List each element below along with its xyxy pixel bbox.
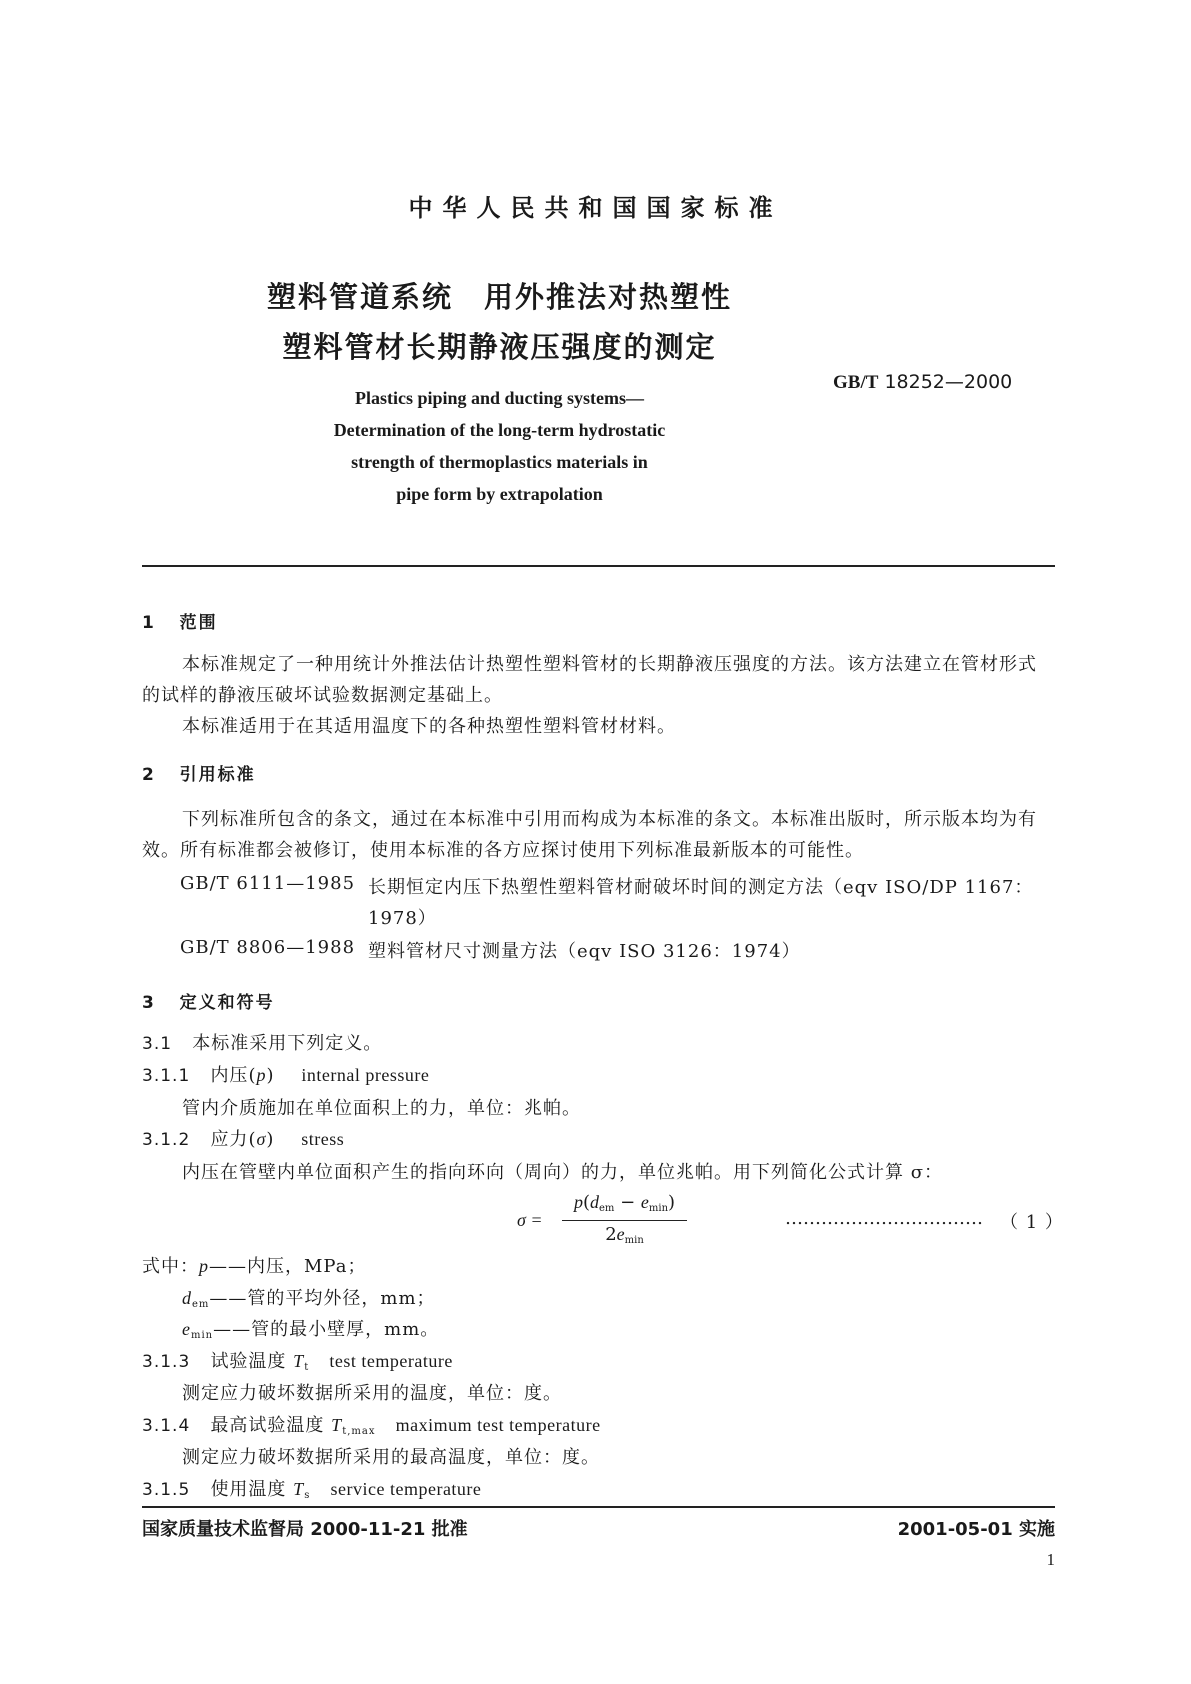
term-en: maximum test temperature xyxy=(395,1415,601,1435)
term-en: stress xyxy=(301,1129,345,1149)
clause-3-1 xyxy=(142,1029,382,1055)
section-1-paragraph-1: 本标准规定了一种用统计外推法估计热塑性塑料管材的长期静液压强度的方法。该方法建立在管材形式的试样的静液压破坏试验数据测定基础上。 xyxy=(142,654,1037,706)
formula-two: 2 xyxy=(605,1224,617,1245)
section-number: 1 xyxy=(142,613,156,633)
clause-number: 3.1.5 xyxy=(142,1480,191,1500)
where-symbol: e xyxy=(182,1319,191,1339)
reference-desc: 长期恒定内压下热塑性塑料管材耐破坏时间的测定方法（eqv ISO/DP 1167： xyxy=(368,877,1034,898)
clause-number: 3.1.4 xyxy=(142,1416,191,1436)
code-prefix: GB/T xyxy=(833,372,879,393)
formula-den-e: e xyxy=(616,1224,625,1244)
term-cn: 使用温度 xyxy=(210,1479,287,1500)
formula-e: e xyxy=(640,1192,649,1212)
where-item-p xyxy=(142,1252,366,1278)
fraction-bar xyxy=(562,1220,687,1221)
formula-leader-dots: …………………………… xyxy=(785,1208,983,1229)
where-symbol: d xyxy=(182,1288,192,1308)
where-item-dem xyxy=(182,1284,436,1310)
title-line-1: 塑料管道系统 用外推法对热塑性 xyxy=(266,280,732,314)
formula-lhs: σ = xyxy=(517,1210,543,1230)
clause-3-1-4 xyxy=(142,1411,601,1437)
section-title: 定义和符号 xyxy=(179,993,275,1013)
section-3-heading xyxy=(142,988,275,1013)
formula-d-sub: em xyxy=(598,1203,615,1214)
clause-3-1-4-desc: 测定应力破坏数据所采用的最高温度，单位：度。 xyxy=(182,1447,600,1468)
term-cn: 试验温度 xyxy=(210,1351,287,1372)
where-symbol: p xyxy=(199,1256,209,1276)
formula-denominator xyxy=(562,1224,687,1246)
clause-number: 3.1 xyxy=(142,1034,173,1054)
where-desc: ——管的平均外径，mm； xyxy=(209,1288,436,1309)
equation-number: （ 1 ） xyxy=(1000,1212,1064,1233)
where-sub: min xyxy=(191,1330,214,1341)
term-symbol: p xyxy=(256,1065,267,1085)
english-title-4: pipe form by extrapolation xyxy=(396,484,603,504)
term-cn: 内压 xyxy=(210,1065,249,1086)
term-en: internal pressure xyxy=(301,1065,430,1085)
where-item-emin xyxy=(182,1315,439,1341)
approval-date: 国家质量技术监督局 2000-11-21 批准 xyxy=(142,1519,468,1540)
reference-code: GB/T 8806—1988 xyxy=(180,937,356,958)
clause-3-1-5 xyxy=(142,1475,481,1501)
page-number: 1 xyxy=(1046,1550,1055,1569)
reference-code: GB/T 6111—1985 xyxy=(180,873,356,894)
clause-number: 3.1.1 xyxy=(142,1066,191,1086)
title-line-2: 塑料管材长期静液压强度的测定 xyxy=(282,330,717,364)
section-1-paragraph-2: 本标准适用于在其适用温度下的各种热塑性塑料管材材料。 xyxy=(182,716,676,737)
section-number: 2 xyxy=(142,765,156,785)
formula-p: p xyxy=(573,1192,583,1212)
section-1-heading xyxy=(142,608,218,633)
footer-divider xyxy=(142,1506,1055,1508)
term-sub: t xyxy=(304,1362,310,1373)
implementation-date: 2001-05-01 实施 xyxy=(897,1519,1055,1540)
code-number: 18252—2000 xyxy=(884,371,1013,393)
clause-number: 3.1.3 xyxy=(142,1352,191,1372)
formula-minus: − xyxy=(614,1192,641,1213)
term-en: test temperature xyxy=(329,1351,453,1371)
section-number: 3 xyxy=(142,993,156,1013)
section-title: 范围 xyxy=(179,613,218,633)
formula-d: d xyxy=(589,1192,599,1212)
formula-numerator: $p(d_{em} - e_{min})$ xyxy=(573,1192,676,1214)
clause-text: 本标准采用下列定义。 xyxy=(192,1033,383,1054)
term-sub: t,max xyxy=(342,1426,376,1437)
standard-header: 中华人民共和国国家标准 xyxy=(408,194,783,222)
clause-3-1-2: 3.1.2 应力(σ) stress xyxy=(142,1129,345,1150)
top-divider xyxy=(142,565,1055,567)
section-title: 引用标准 xyxy=(179,765,256,785)
clause-3-1-3-desc: 测定应力破坏数据所采用的温度，单位：度。 xyxy=(182,1383,562,1404)
term-cn: 应力 xyxy=(210,1129,249,1150)
clause-3-1-1-desc: 管内介质施加在单位面积上的力，单位：兆帕。 xyxy=(182,1098,581,1119)
term-symbol: T xyxy=(293,1351,305,1371)
term-symbol: T xyxy=(293,1479,305,1499)
clause-number: 3.1.2 xyxy=(142,1130,191,1150)
section-2-heading xyxy=(142,760,256,785)
where-desc: ——内压，MPa； xyxy=(209,1256,367,1277)
term-sub: s xyxy=(304,1490,311,1501)
reference-desc-cont: 1978） xyxy=(368,908,437,929)
clause-3-1-1: 3.1.1 内压(p) internal pressure xyxy=(142,1065,430,1086)
term-symbol: T xyxy=(331,1415,343,1435)
where-sub: em xyxy=(192,1299,210,1310)
section-2-paragraph-1: 下列标准所包含的条文，通过在本标准中引用而构成为本标准的条文。本标准出版时，所示版本均为有效。所有标准都会被修订，使用本标准的各方应探讨使用下列标准最新版本的可能性。 xyxy=(142,809,1037,861)
english-title-1: Plastics piping and ducting systems— xyxy=(354,388,645,408)
formula-e-sub: min xyxy=(648,1203,669,1214)
reference-desc: 塑料管材尺寸测量方法（eqv ISO 3126：1974） xyxy=(368,941,801,962)
term-symbol: σ xyxy=(256,1129,267,1149)
term-en: service temperature xyxy=(330,1479,482,1499)
clause-3-1-2-desc: 内压在管壁内单位面积产生的指向环向（周向）的力，单位兆帕。用下列简化公式计算 σ： xyxy=(182,1162,944,1183)
term-cn: 最高试验温度 xyxy=(210,1415,325,1436)
clause-3-1-3 xyxy=(142,1347,453,1373)
formula-den-e-sub: min xyxy=(624,1235,644,1246)
english-title-3: strength of thermoplastics materials in xyxy=(351,452,648,472)
where-desc: ——管的最小壁厚，mm。 xyxy=(213,1319,440,1340)
english-title-2: Determination of the long-term hydrostatic xyxy=(333,420,666,440)
where-label: 式中： xyxy=(142,1256,199,1277)
